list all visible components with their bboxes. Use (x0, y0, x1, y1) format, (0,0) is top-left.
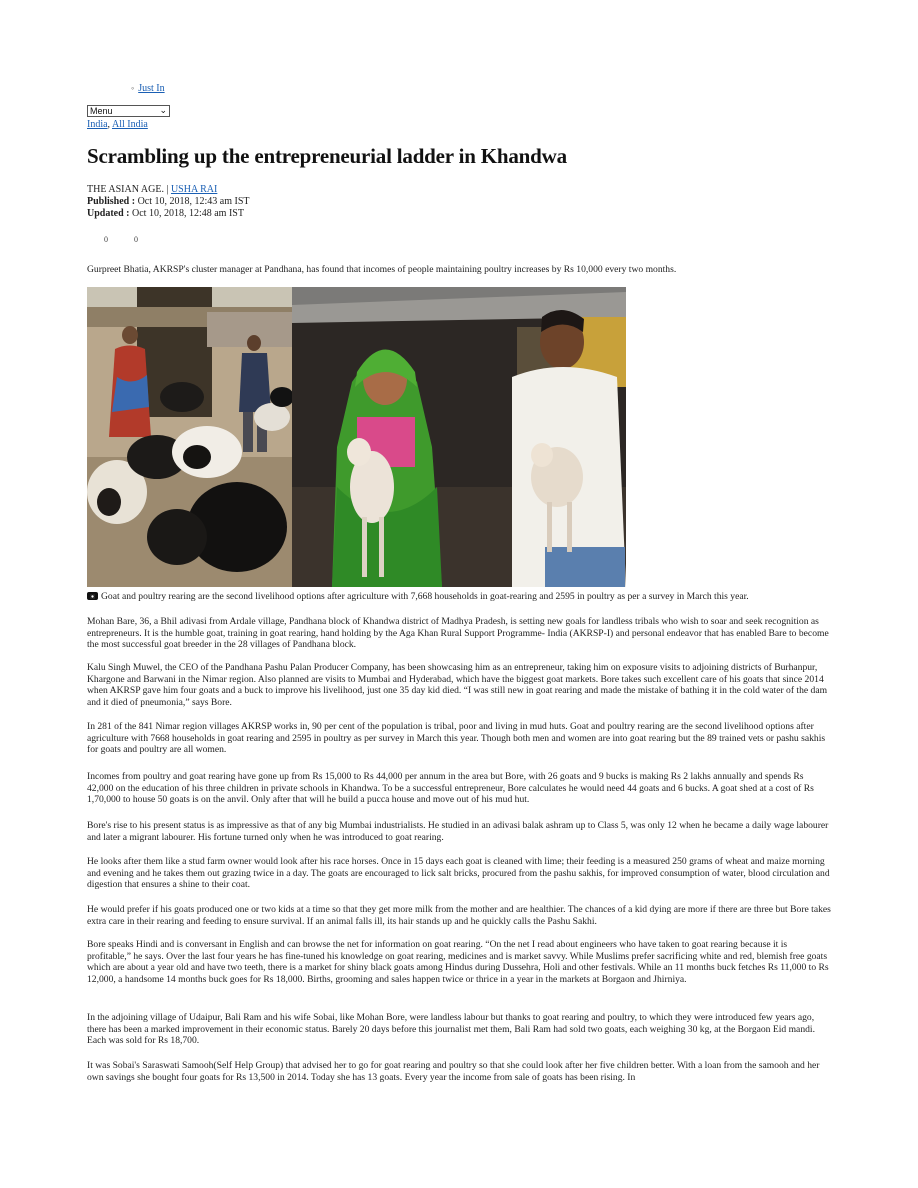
paragraph: Bore speaks Hindi and is conversant in English and can browse the net for information on goat rearing. “On the net I read about engineers who have taken to goat rearing because it is profitable,” he says. Over the last four years he has fine-tuned his knowledge on goat rearing, medicines and is market savvy. While Muslims prefer sacrificing white and red, blemish free goats which are about a year old and have two teeth, there is a market for shiny black goats among Hindus during Dussehra, Holi and other festivals. While an 11 months buck fetches Rs 11,000 to Rs 12,000, a handsome 14 months buck goes for Rs 18,000. Births, grooming and sales happen twice or thrice in a year in the markets at Borgaon and Jhirniya. (87, 939, 829, 985)
breadcrumb-separator: , (107, 119, 112, 130)
article-lead: Gurpreet Bhatia, AKRSP's cluster manager at Pandhana, has found that incomes of people maintaining poultry increases by Rs 10,000 every two months. (87, 264, 677, 275)
share-count-2[interactable]: 0 (134, 235, 138, 244)
just-in-link[interactable]: Just In (138, 83, 165, 94)
bullet-icon: ◦ (131, 83, 135, 93)
camera-icon (87, 592, 98, 600)
menu-label: Menu (90, 106, 113, 116)
nav-just-in (131, 83, 165, 94)
breadcrumb-all-india[interactable]: All India (112, 119, 148, 130)
article-photo (87, 287, 626, 587)
breadcrumb (87, 119, 148, 130)
source-name: THE ASIAN AGE. | (87, 184, 171, 195)
paragraph: Incomes from poultry and goat rearing have gone up from Rs 15,000 to Rs 44,000 per annum in the area but Bore, with 26 goats and 9 bucks is making Rs 2 lakhs annually and spends Rs 42,000 on the education of his three children in private schools in Khandwa. To be a successful entrepreneur, Bore calculates he would need 44 goats and 6 bucks. A goat shed at a cost of Rs 1,70,000 to house 50 goats is on the anvil. Only after that will he build a pucca house and move out of his mud hut. (87, 771, 814, 805)
paragraph: He would prefer if his goats produced one or two kids at a time so that they get more milk from the mother and are healthier. The chances of a kid dying are more if there are three but Bore takes extra care in their rearing and feeding to ensure survival. If an animal falls ill, its hair stands up and he quickly calls the Pashu Sakhi. (87, 904, 831, 927)
article-meta (87, 184, 250, 220)
share-count-1[interactable]: 0 (104, 235, 108, 244)
paragraph: Mohan Bare, 36, a Bhil adivasi from Ardale village, Pandhana block of Khandwa district of Madhya Pradesh, is setting new goals for landless tribals who wish to soar and seek recognition as entrepreneurs. It is the humble goat, training in goat rearing, hand holding by the Aga Khan Rural Support Programme- India (AKRSP-I) and personal endeavor that has enabled Bare to become the most successful goat breeder in the 28 villages of Pandhana block. (87, 616, 829, 650)
updated-date: Oct 10, 2018, 12:48 am IST (129, 208, 244, 219)
paragraph: In 281 of the 841 Nimar region villages AKRSP works in, 90 per cent of the population is tribal, poor and living in mud huts. Goat and poultry rearing are the second livelihood options after agriculture with 7668 households in goat rearing and 2595 in poultry as per survey in March this year. Though both men and women are into goat rearing but the 89 trained vets or pashu sakhis for goats and poultry are all women. (87, 721, 826, 755)
updated-label: Updated : (87, 208, 130, 219)
article-title: Scrambling up the entrepreneurial ladder in Khandwa (87, 144, 567, 168)
paragraph: Kalu Singh Muwel, the CEO of the Pandhana Pashu Palan Producer Company, has been showcasing him as an entrepreneur, taking him on exposure visits to adjoining districts of Burhanpur, Khargone and Barwani in the Nimar region. Also planned are visits to Mumbai and Hyderabad, which have the biggest goat markets. Bore takes such excellent care of his goats that since 2014 when AKRSP gave him four goats and a buck to improve his livelihood, just one 35 day kid died. “I was still new in goat rearing and made the mistake of bathing it in the cold water of the dam and it died of pneumonia,” says Bore. (87, 662, 828, 708)
caption-text: Goat and poultry rearing are the second livelihood options after agriculture with 7,668 households in goat-rearing and 2595 in poultry as per a survey in March this year. (101, 591, 749, 602)
paragraph: In the adjoining village of Udaipur, Bali Ram and his wife Sobai, like Mohan Bore, were landless labour but thanks to goat rearing and poultry, to which they were introduced few years ago, there has been a marked improvement in their economic status. Barely 20 days before this journalist met them, Bali Ram had sold two goats, each weighing 30 kg, at the Borgaon Eid mandi. Each was sold for Rs 18,700. (87, 1012, 815, 1046)
author-link[interactable]: USHA RAI (170, 184, 218, 195)
menu-select[interactable] (87, 105, 170, 117)
paragraph: Bore's rise to his present status is as impressive as that of any big Mumbai industrialists. He studied in an adivasi balak ashram up to Class 5, was only 12 when he became a daily wage labourer and later a migrant labourer. His fortune turned only when he was introduced to goat rearing. (87, 820, 829, 843)
published-label: Published : (87, 196, 136, 207)
paragraph: He looks after them like a stud farm owner would look after his race horses. Once in 15 days each goat is cleaned with lime; their feeding is a measured 250 grams of wheat and maize morning and evening and he takes them out grazing twice in a day. The goats are encouraged to lick salt bricks, procured from the pashu sakhis, for improved consumption of water, blood circulation and digestion that ensures a shine to their coat. (87, 856, 830, 890)
share-counts (104, 235, 162, 244)
chevron-down-icon: ⌄ (159, 105, 167, 115)
breadcrumb-india[interactable]: India (87, 119, 108, 130)
paragraph: It was Sobai's Saraswati Samooh(Self Help Group) that advised her to go for goat rearing and poultry so that she could look after her five children better. With a loan from the samooh and her own savings she bought four goats for Rs 13,500 in 2014. Today she has 13 goats. Every year the income from sale of goats has been rising. In (87, 1060, 820, 1083)
published-date: Oct 10, 2018, 12:43 am IST (135, 196, 250, 207)
photo-caption (87, 591, 847, 602)
